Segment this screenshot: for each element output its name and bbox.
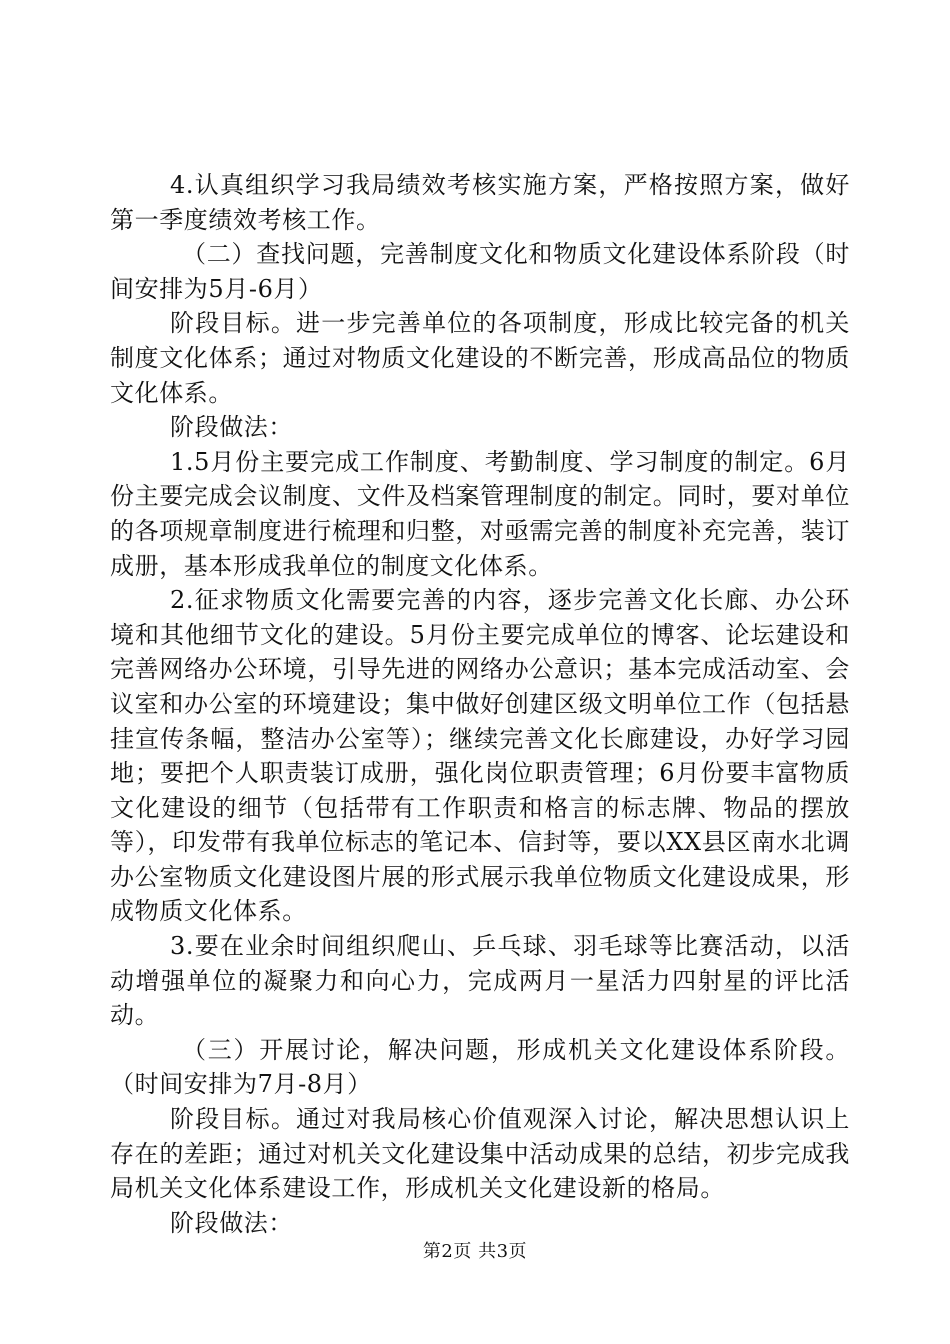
- item-4-paragraph: 4.认真组织学习我局绩效考核实施方案，严格按照方案，做好第一季度绩效考核工作。: [110, 171, 850, 234]
- page-number-footer: 第2页 共3页: [422, 1241, 528, 1262]
- item-2-paragraph: 2.征求物质文化需要完善的内容，逐步完善文化长廊、办公环境和其他细节文化的建设。5月份主要完成单位的博客、论坛建设和完善网络办公环境，引导先进的网络办公意识；基本完成活动室、会议室和办公室的环境建设；集中做好创建区级文明单位工作（包括悬挂宣传条幅，整洁办公室等）；继续完善文化长廊建设，办好学习园地；要把个人职责装订成册，强化岗位职责管理；6月份要丰富物质文化建设的细节（包括带有工作职责和格言的标志牌、物品的摆放等），印发带有我单位标志的笔记本、信封等，要以XX县区南水北调办公室物质文化建设图片展的形式展示我单位物质文化建设成果，形成物质文化体系。: [110, 586, 850, 926]
- section-3-heading: （三）开展讨论，解决问题，形成机关文化建设体系阶段。（时间安排为7月-8月）: [110, 1035, 850, 1099]
- stage-method-label: 阶段做法：: [170, 413, 293, 442]
- stage-goal-paragraph: 阶段目标。进一步完善单位的各项制度，形成比较完备的机关制度文化体系；通过对物质文化建设的不断完善，形成高品位的物质文化体系。: [110, 309, 850, 407]
- document-body: [110, 168, 850, 1240]
- stage-method-label-2: 阶段做法：: [170, 1208, 293, 1237]
- item-1-paragraph: 1.5月份主要完成工作制度、考勤制度、学习制度的制定。6月份主要完成会议制度、文件及档案管理制度的制定。同时，要对单位的各项规章制度进行梳理和归整，对亟需完善的制度补充完善，装订成册，基本形成我单位的制度文化体系。: [110, 447, 850, 580]
- item-3-paragraph: 3.要在业余时间组织爬山、乒乓球、羽毛球等比赛活动，以活动增强单位的凝聚力和向心力，完成两月一星活力四射星的评比活动。: [110, 932, 850, 1030]
- section-2-heading: （二）查找问题，完善制度文化和物质文化建设体系阶段（时间安排为5月-6月）: [110, 240, 850, 303]
- stage-goal-paragraph-2: 阶段目标。通过对我局核心价值观深入讨论，解决思想认识上存在的差距；通过对机关文化建设集中活动成果的总结，初步完成我局机关文化体系建设工作，形成机关文化建设新的格局。: [110, 1105, 850, 1203]
